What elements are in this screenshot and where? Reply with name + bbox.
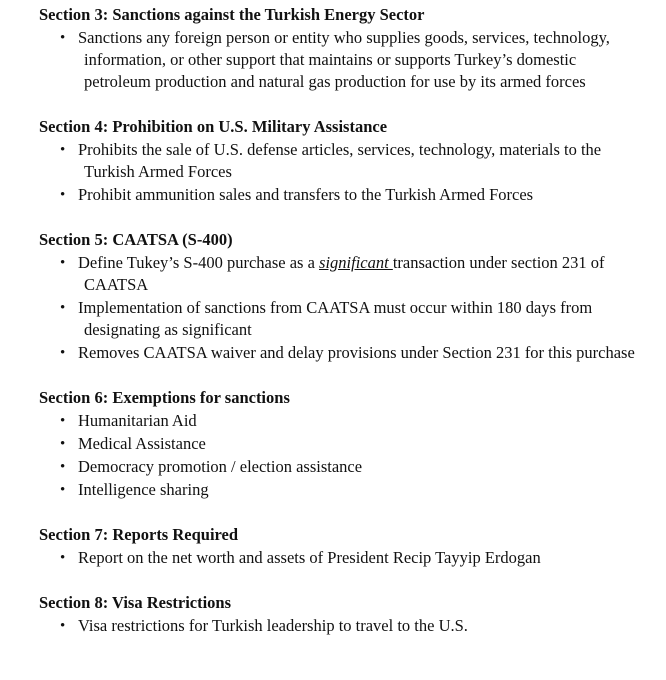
bullet-icon: • [60,618,66,634]
list-item [39,410,639,432]
bullet-icon: • [60,482,66,498]
bullet-list [39,547,639,569]
list-item-text: Report on the net worth and assets of President Recip Tayyip Erdogan [78,548,541,567]
section-7 [39,524,639,569]
bullet-list [39,252,639,364]
section-5 [39,229,639,364]
list-item-text: Visa restrictions for Turkish leadership to travel to the U.S. [78,616,468,635]
emphasized-term: significant [319,253,393,272]
bullet-icon: • [60,255,66,271]
list-item-text: Medical Assistance [78,434,206,453]
bullet-icon: • [60,187,66,203]
list-item-text: Removes CAATSA waiver and delay provisions under Section 231 for this purchase [78,343,635,362]
list-item [39,252,639,296]
section-heading: Section 6: Exemptions for sanctions [39,388,290,407]
list-item [39,139,639,183]
section-6 [39,387,639,501]
section-8 [39,592,639,637]
list-item [39,27,639,93]
list-item-text: Implementation of sanctions from CAATSA must occur within 180 days from designating as significant [78,298,593,339]
text-run: transaction under section 231 of CAATSA [84,253,605,294]
list-item-text: Sanctions any foreign person or entity who supplies goods, services, technology, information, or other support that maintains or supports Turkey’s domestic petroleum production and natural gas production for use by its armed forces [78,28,610,91]
list-item-text: Intelligence sharing [78,480,209,499]
section-heading: Section 8: Visa Restrictions [39,593,232,612]
section-4 [39,116,639,206]
list-item-text: Democracy promotion / election assistance [78,457,363,476]
list-item-text: Prohibits the sale of U.S. defense articles, services, technology, materials to the Turkish Armed Forces [78,140,602,181]
bullet-icon: • [60,30,66,46]
bullet-icon: • [60,345,66,361]
bullet-icon: • [60,459,66,475]
list-item [39,297,639,341]
section-heading: Section 7: Reports Required [39,525,239,544]
list-item [39,615,639,637]
list-item [39,456,639,478]
bullet-icon: • [60,436,66,452]
list-item-text: Prohibit ammunition sales and transfers to the Turkish Armed Forces [78,185,534,204]
list-item [39,479,639,501]
section-heading: Section 5: CAATSA (S-400) [39,230,233,249]
list-item [39,547,639,569]
section-heading: Section 4: Prohibition on U.S. Military Assistance [39,117,388,136]
bullet-icon: • [60,300,66,316]
bullet-list [39,27,639,93]
bullet-list [39,410,639,501]
document-body [39,4,639,637]
text-run: Define Tukey’s S-400 purchase as a [78,253,320,272]
bullet-icon: • [60,413,66,429]
section-heading: Section 3: Sanctions against the Turkish Energy Sector [39,5,425,24]
list-item-text [78,252,639,296]
list-item [39,184,639,206]
list-item [39,433,639,455]
bullet-icon: • [60,550,66,566]
bullet-list [39,139,639,206]
list-item [39,342,639,364]
bullet-list [39,615,639,637]
section-3 [39,4,639,93]
bullet-icon: • [60,142,66,158]
list-item-text: Humanitarian Aid [78,411,197,430]
